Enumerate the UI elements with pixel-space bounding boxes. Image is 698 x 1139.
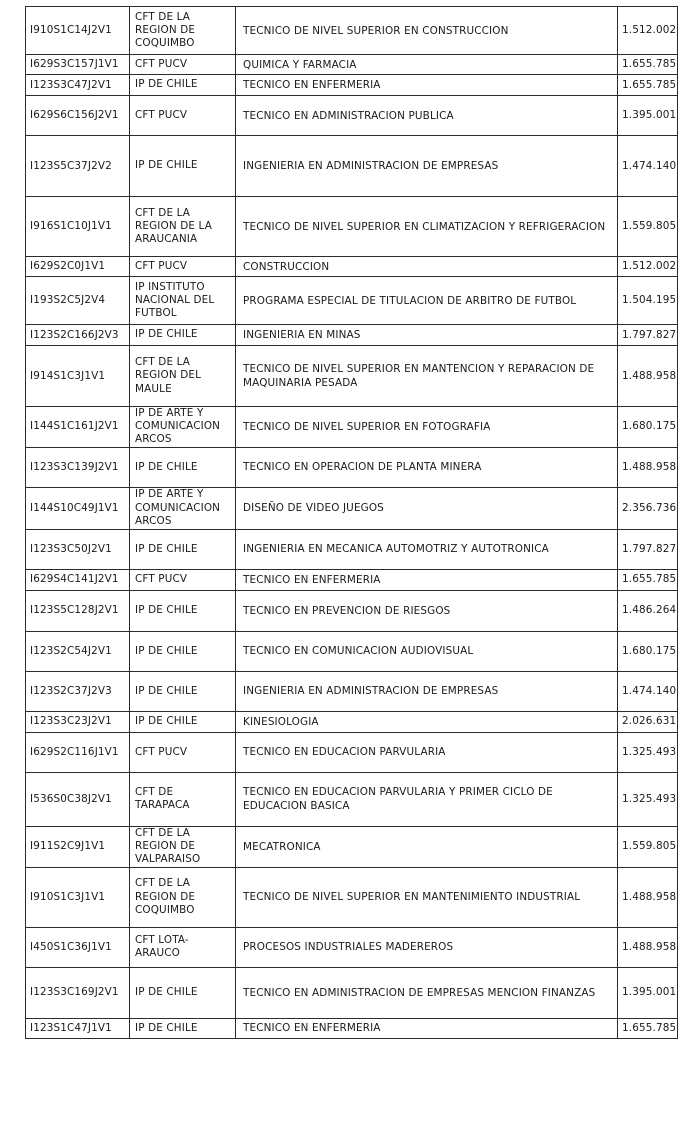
table-row bbox=[26, 826, 678, 867]
program-code-cell: I123S5C128J2V1 bbox=[26, 590, 130, 631]
amount-cell: 1.680.175 bbox=[618, 631, 678, 671]
amount-cell: 2.356.736 bbox=[618, 487, 678, 529]
amount-cell: 1.797.827 bbox=[618, 529, 678, 569]
program-name-cell: TECNICO EN ADMINISTRACION DE EMPRESAS MENCION FINANZAS bbox=[236, 967, 618, 1018]
program-name-cell: INGENIERIA EN ADMINISTRACION DE EMPRESAS bbox=[236, 136, 618, 197]
program-name-cell: TECNICO EN OPERACION DE PLANTA MINERA bbox=[236, 447, 618, 487]
amount-cell: 1.655.785 bbox=[618, 55, 678, 75]
table-row bbox=[26, 75, 678, 96]
institution-cell: IP INSTITUTO NACIONAL DEL FUTBOL bbox=[130, 277, 236, 325]
program-name-cell: TECNICO DE NIVEL SUPERIOR EN CLIMATIZACION Y REFRIGERACION bbox=[236, 197, 618, 257]
program-code-cell: I629S2C0J1V1 bbox=[26, 257, 130, 277]
program-code-cell: I629S4C141J2V1 bbox=[26, 569, 130, 590]
table-row bbox=[26, 7, 678, 55]
program-name-cell: TECNICO EN EDUCACION PARVULARIA Y PRIMER CICLO DE EDUCACION BASICA bbox=[236, 772, 618, 826]
amount-cell: 1.680.175 bbox=[618, 407, 678, 448]
amount-cell: 1.486.264 bbox=[618, 590, 678, 631]
program-name-cell: CONSTRUCCION bbox=[236, 257, 618, 277]
institution-cell: IP DE CHILE bbox=[130, 136, 236, 197]
institution-cell: IP DE CHILE bbox=[130, 967, 236, 1018]
institution-cell: CFT DE LA REGION DE COQUIMBO bbox=[130, 867, 236, 927]
table-row bbox=[26, 967, 678, 1018]
program-name-cell: TECNICO EN COMUNICACION AUDIOVISUAL bbox=[236, 631, 618, 671]
institution-cell: IP DE CHILE bbox=[130, 590, 236, 631]
program-name-cell: INGENIERIA EN MINAS bbox=[236, 325, 618, 346]
table-row bbox=[26, 671, 678, 711]
table-row bbox=[26, 772, 678, 826]
table-row bbox=[26, 711, 678, 732]
institution-cell: CFT PUCV bbox=[130, 96, 236, 136]
program-code-cell: I916S1C10J1V1 bbox=[26, 197, 130, 257]
institution-cell: CFT DE LA REGION DE LA ARAUCANIA bbox=[130, 197, 236, 257]
amount-cell: 1.797.827 bbox=[618, 325, 678, 346]
program-name-cell: TECNICO EN ENFERMERIA bbox=[236, 569, 618, 590]
institution-cell: CFT DE LA REGION DEL MAULE bbox=[130, 346, 236, 407]
program-name-cell: TECNICO EN PREVENCION DE RIESGOS bbox=[236, 590, 618, 631]
career-table-body bbox=[26, 7, 678, 1039]
amount-cell: 1.325.493 bbox=[618, 772, 678, 826]
institution-cell: CFT DE TARAPACA bbox=[130, 772, 236, 826]
amount-cell: 1.559.805 bbox=[618, 197, 678, 257]
institution-cell: CFT DE LA REGION DE VALPARAISO bbox=[130, 826, 236, 867]
table-row bbox=[26, 732, 678, 772]
institution-cell: IP DE CHILE bbox=[130, 447, 236, 487]
institution-cell: IP DE CHILE bbox=[130, 325, 236, 346]
program-name-cell: DISEÑO DE VIDEO JUEGOS bbox=[236, 487, 618, 529]
program-code-cell: I123S2C166J2V3 bbox=[26, 325, 130, 346]
program-name-cell: TECNICO DE NIVEL SUPERIOR EN FOTOGRAFIA bbox=[236, 407, 618, 448]
program-code-cell: I536S0C38J2V1 bbox=[26, 772, 130, 826]
institution-cell: CFT PUCV bbox=[130, 55, 236, 75]
institution-cell: IP DE CHILE bbox=[130, 1018, 236, 1038]
program-code-cell: I123S2C37J2V3 bbox=[26, 671, 130, 711]
institution-cell: IP DE CHILE bbox=[130, 671, 236, 711]
program-name-cell: INGENIERIA EN MECANICA AUTOMOTRIZ Y AUTOTRONICA bbox=[236, 529, 618, 569]
institution-cell: IP DE CHILE bbox=[130, 75, 236, 96]
program-name-cell: MECATRONICA bbox=[236, 826, 618, 867]
institution-cell: IP DE CHILE bbox=[130, 711, 236, 732]
amount-cell: 1.474.140 bbox=[618, 136, 678, 197]
program-code-cell: I910S1C14J2V1 bbox=[26, 7, 130, 55]
program-name-cell: PROGRAMA ESPECIAL DE TITULACION DE ARBITRO DE FUTBOL bbox=[236, 277, 618, 325]
program-code-cell: I911S2C9J1V1 bbox=[26, 826, 130, 867]
amount-cell: 1.488.958 bbox=[618, 867, 678, 927]
program-code-cell: I450S1C36J1V1 bbox=[26, 927, 130, 967]
amount-cell: 1.395.001 bbox=[618, 967, 678, 1018]
program-code-cell: I629S3C157J1V1 bbox=[26, 55, 130, 75]
program-name-cell: TECNICO EN ENFERMERIA bbox=[236, 1018, 618, 1038]
institution-cell: CFT PUCV bbox=[130, 732, 236, 772]
program-code-cell: I914S1C3J1V1 bbox=[26, 346, 130, 407]
amount-cell: 1.512.002 bbox=[618, 7, 678, 55]
amount-cell: 1.325.493 bbox=[618, 732, 678, 772]
table-row bbox=[26, 407, 678, 448]
table-row bbox=[26, 346, 678, 407]
program-code-cell: I123S3C50J2V1 bbox=[26, 529, 130, 569]
program-name-cell: KINESIOLOGIA bbox=[236, 711, 618, 732]
table-row bbox=[26, 325, 678, 346]
table-row bbox=[26, 197, 678, 257]
table-row bbox=[26, 447, 678, 487]
program-code-cell: I144S1C161J2V1 bbox=[26, 407, 130, 448]
institution-cell: CFT DE LA REGION DE COQUIMBO bbox=[130, 7, 236, 55]
table-row bbox=[26, 96, 678, 136]
institution-cell: IP DE ARTE Y COMUNICACION ARCOS bbox=[130, 487, 236, 529]
program-name-cell: TECNICO DE NIVEL SUPERIOR EN MANTENIMIENTO INDUSTRIAL bbox=[236, 867, 618, 927]
table-row bbox=[26, 590, 678, 631]
program-name-cell: TECNICO EN ADMINISTRACION PUBLICA bbox=[236, 96, 618, 136]
table-row bbox=[26, 569, 678, 590]
amount-cell: 1.655.785 bbox=[618, 75, 678, 96]
institution-cell: CFT PUCV bbox=[130, 257, 236, 277]
table-row bbox=[26, 631, 678, 671]
program-code-cell: I123S1C47J1V1 bbox=[26, 1018, 130, 1038]
program-name-cell: TECNICO EN EDUCACION PARVULARIA bbox=[236, 732, 618, 772]
amount-cell: 1.655.785 bbox=[618, 569, 678, 590]
program-code-cell: I123S5C37J2V2 bbox=[26, 136, 130, 197]
program-code-cell: I629S2C116J1V1 bbox=[26, 732, 130, 772]
table-row bbox=[26, 867, 678, 927]
program-name-cell: PROCESOS INDUSTRIALES MADEREROS bbox=[236, 927, 618, 967]
table-row bbox=[26, 1018, 678, 1038]
program-name-cell: TECNICO DE NIVEL SUPERIOR EN MANTENCION Y REPARACION DE MAQUINARIA PESADA bbox=[236, 346, 618, 407]
program-code-cell: I123S2C54J2V1 bbox=[26, 631, 130, 671]
program-code-cell: I123S3C23J2V1 bbox=[26, 711, 130, 732]
amount-cell: 1.488.958 bbox=[618, 447, 678, 487]
institution-cell: CFT LOTA-ARAUCO bbox=[130, 927, 236, 967]
career-table bbox=[25, 6, 678, 1039]
program-code-cell: I144S10C49J1V1 bbox=[26, 487, 130, 529]
program-name-cell: TECNICO EN ENFERMERIA bbox=[236, 75, 618, 96]
amount-cell: 1.395.001 bbox=[618, 96, 678, 136]
table-row bbox=[26, 55, 678, 75]
program-name-cell: INGENIERIA EN ADMINISTRACION DE EMPRESAS bbox=[236, 671, 618, 711]
amount-cell: 1.488.958 bbox=[618, 346, 678, 407]
amount-cell: 1.512.002 bbox=[618, 257, 678, 277]
program-name-cell: TECNICO DE NIVEL SUPERIOR EN CONSTRUCCION bbox=[236, 7, 618, 55]
amount-cell: 2.026.631 bbox=[618, 711, 678, 732]
table-row bbox=[26, 529, 678, 569]
amount-cell: 1.488.958 bbox=[618, 927, 678, 967]
program-name-cell: QUIMICA Y FARMACIA bbox=[236, 55, 618, 75]
program-code-cell: I123S3C47J2V1 bbox=[26, 75, 130, 96]
institution-cell: CFT PUCV bbox=[130, 569, 236, 590]
institution-cell: IP DE ARTE Y COMUNICACION ARCOS bbox=[130, 407, 236, 448]
table-row bbox=[26, 257, 678, 277]
program-code-cell: I629S6C156J2V1 bbox=[26, 96, 130, 136]
program-code-cell: I193S2C5J2V4 bbox=[26, 277, 130, 325]
amount-cell: 1.504.195 bbox=[618, 277, 678, 325]
table-row bbox=[26, 487, 678, 529]
table-row bbox=[26, 136, 678, 197]
institution-cell: IP DE CHILE bbox=[130, 529, 236, 569]
amount-cell: 1.559.805 bbox=[618, 826, 678, 867]
program-code-cell: I123S3C169J2V1 bbox=[26, 967, 130, 1018]
table-row bbox=[26, 277, 678, 325]
amount-cell: 1.474.140 bbox=[618, 671, 678, 711]
table-row bbox=[26, 927, 678, 967]
amount-cell: 1.655.785 bbox=[618, 1018, 678, 1038]
program-code-cell: I123S3C139J2V1 bbox=[26, 447, 130, 487]
institution-cell: IP DE CHILE bbox=[130, 631, 236, 671]
program-code-cell: I910S1C3J1V1 bbox=[26, 867, 130, 927]
